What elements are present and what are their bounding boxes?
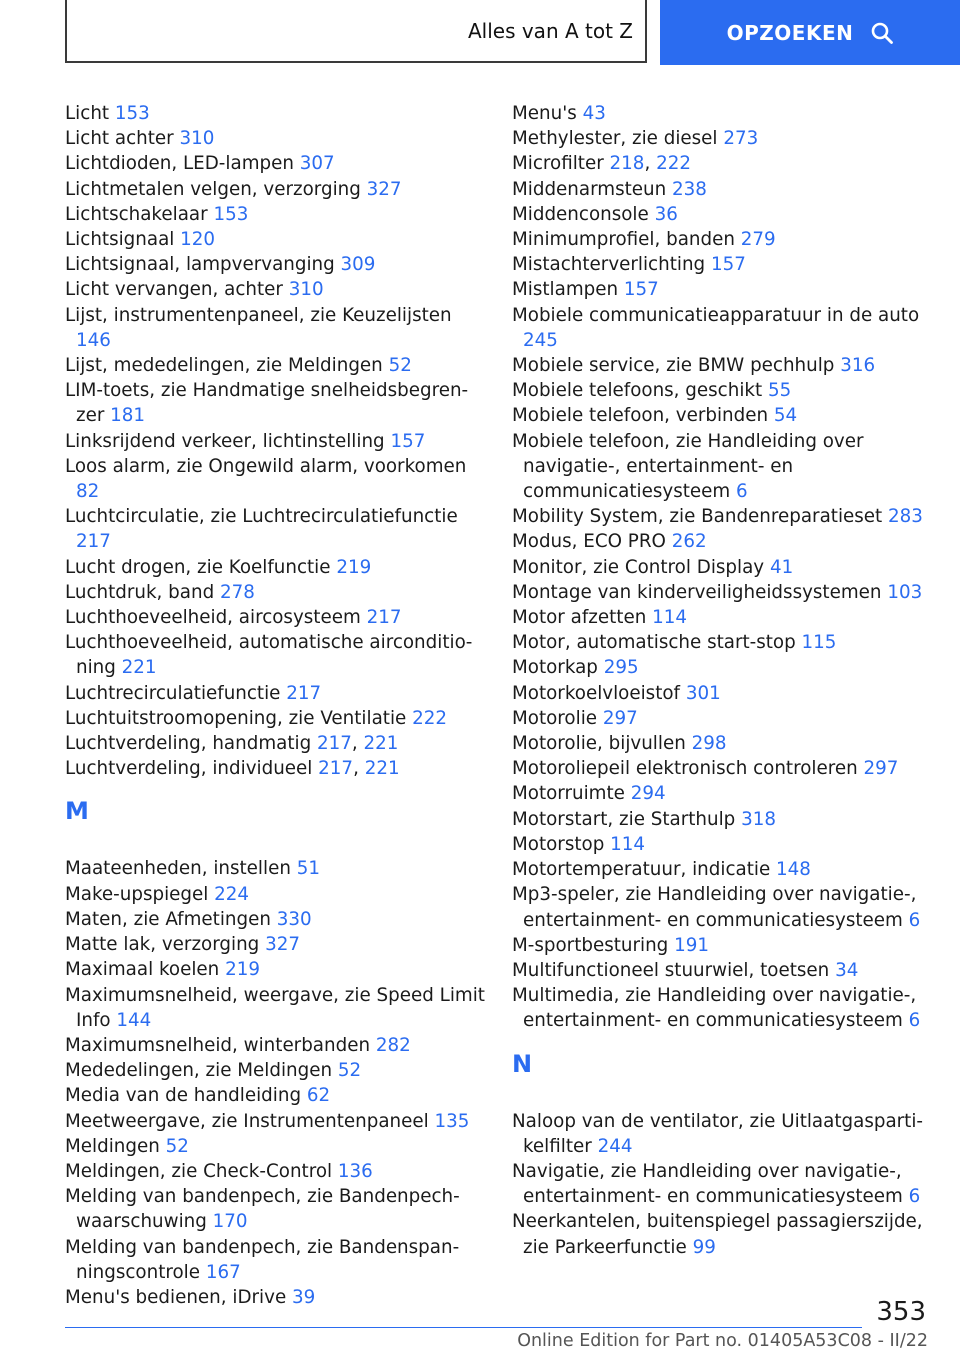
index-entry-term: Lichtmetalen velgen, verzorging [65,178,361,200]
page-link[interactable]: 219 [336,556,372,578]
index-entry [65,353,485,378]
index-entry [512,756,932,781]
index-entry [512,252,932,277]
index-entry [65,907,485,932]
index-entry-term: Maximumsnelheid, weergave, zie Speed Limit Info [65,984,485,1031]
section-tab-label: Alles van A tot Z [467,18,633,43]
page-link[interactable]: 309 [340,254,376,276]
index-entry [65,580,485,605]
page-link[interactable]: 221 [364,758,400,780]
page-link[interactable]: 114 [652,607,688,629]
index-entry: Microfilter 218, 222 [512,153,691,175]
footer-edition: Online Edition for Part no. 01405A53C08 - II/22 [517,1331,928,1351]
index-entry-term: Meetweergave, zie Instrumentenpaneel [65,1110,429,1132]
index-entry-term: Mobiele telefoons, geschikt [512,380,763,402]
index-entry: Luchtverdeling, handmatig 217, 221 [65,733,399,755]
index-entry [65,1134,485,1159]
page-link[interactable]: 244 [597,1135,633,1157]
page-link[interactable]: 51 [296,858,320,880]
page-link[interactable]: 62 [306,1085,331,1107]
index-entry [65,1058,485,1083]
index-entry-term: Microfilter [512,153,604,175]
index-entry-term: Loos alarm, zie Ongewild alarm, voorkomen [65,455,467,477]
footer-divider [65,1327,862,1328]
page-link[interactable]: 34 [835,959,859,981]
index-entry-term: Modus, ECO PRO [512,531,666,553]
page-link[interactable]: 82 [76,481,100,503]
index-entry-term: Motor afzetten [512,607,647,629]
index-entry [512,403,932,428]
page-link[interactable]: 136 [337,1160,373,1182]
index-entry-term: Menu's [512,103,577,124]
index-entry [512,429,932,505]
index-entry-term: Methylester, zie diesel [512,128,718,150]
page-link[interactable]: 191 [674,934,710,956]
index-entry-term: Luchtuitstroomopening, zie Ventilatie [65,707,407,729]
page-link[interactable]: 6 [908,1186,921,1208]
page-link[interactable]: 279 [740,229,776,251]
index-entry [512,177,932,202]
index-entry-term: Lichtsignaal, lampvervanging [65,254,335,276]
index-entry [65,681,485,706]
page-link[interactable]: 153 [114,103,150,124]
page-header [0,0,960,66]
page-link[interactable]: 99 [692,1236,716,1258]
index-entry-term: Naloop van de ventilator, zie Uitlaatgaspartikelfilter [512,1110,924,1157]
page-link[interactable]: 221 [121,657,157,679]
index-entry [512,933,932,958]
page-link[interactable]: 310 [179,128,215,150]
index-entry [65,1235,485,1285]
index-entry-term: Motorkap [512,657,598,679]
index-entry [512,303,932,353]
index-entry [512,1159,932,1209]
index-entry-term: Mp3-speler, zie Handleiding over navigatie-, entertainment- en communicatiesysteem [512,884,917,931]
page-link[interactable]: 217 [317,733,352,755]
index-entry [65,429,485,454]
index-entry [512,781,932,806]
index-entry-term: Luchtcirculatie, zie Luchtrecirculatiefunctie [65,506,458,528]
page-link[interactable]: 238 [672,178,707,200]
page-link[interactable]: 282 [375,1034,411,1056]
page-number: 353 [876,1297,926,1327]
page-link[interactable]: 307 [299,153,335,175]
index-entry [65,1184,485,1234]
index-entry-term: Maximumsnelheid, winterbanden [65,1034,371,1056]
index-entry-term: Lichtsignaal [65,229,175,251]
page-link[interactable]: 327 [366,178,402,200]
page-link[interactable]: 297 [602,707,638,729]
index-entry [512,958,932,983]
index-entry-term: Make-upspiegel [65,883,209,905]
index-entry-term: Minimumprofiel, banden [512,229,735,251]
page-link[interactable]: 301 [685,682,721,704]
index-entry-term: Motorkoelvloeistof [512,682,680,704]
index-entry-term: Luchtrecirculatiefunctie [65,682,281,704]
page-link[interactable]: 221 [363,733,399,755]
index-entry [65,454,485,504]
index-entry [512,126,932,151]
page-link[interactable]: 36 [654,203,678,225]
index-entry [65,983,485,1033]
index-entry [65,126,485,151]
index-entry-term: Middenarmsteun [512,178,667,200]
index-entry [65,252,485,277]
page-link[interactable]: 144 [116,1009,152,1031]
index-entry [65,882,485,907]
index-entry-term: Mobility System, zie Bandenreparatieset [512,506,883,528]
index-entry [65,202,485,227]
index-entry-term: Maten, zie Afmetingen [65,908,271,930]
index-entry-term: Luchthoeveelheid, automatische airconditioning [65,632,473,679]
index-entry [65,1285,485,1310]
index-entry-term: Lucht drogen, zie Koelfunctie [65,556,331,578]
index-entry [65,630,485,680]
page-link[interactable]: 219 [225,959,260,981]
page-link[interactable]: 43 [582,103,606,124]
page-link[interactable]: 262 [671,531,707,553]
page-link[interactable]: 218 [609,153,645,175]
page-link[interactable]: 222 [412,707,447,729]
index-entry [65,504,485,554]
index-entry-term: Lijst, instrumentenpaneel, zie Keuzelijsten [65,304,452,326]
index-entry-term: Melding van bandenpech, zie Bandenpechwaarschuwing [65,1186,460,1233]
page-link[interactable]: 148 [776,859,811,881]
index-entry [512,832,932,857]
index-entry [512,731,932,756]
page-link[interactable]: 103 [887,581,923,603]
page-link[interactable]: 327 [265,934,301,956]
page-link[interactable]: 283 [888,506,923,528]
index-entry-term: Melding van bandenpech, zie Bandenspanningscontrole [65,1236,460,1283]
page-link[interactable]: 295 [603,657,639,679]
page-link[interactable]: 297 [863,758,899,780]
index-entry-term: Multimedia, zie Handleiding over navigatie-, entertainment- en communicatiesysteem [512,985,917,1032]
index-entry-term: Motorolie [512,707,598,729]
index-column-left [65,101,485,1310]
index-entry-term: Middenconsole [512,203,649,225]
index-entry-term: Meldingen, zie Check-Control [65,1160,333,1182]
index-entry [512,983,932,1033]
index-entry-term: Mobiele telefoon, verbinden [512,405,769,427]
index-entry [65,957,485,982]
index-entry-term: Maximaal koelen [65,959,220,981]
index-entry [65,378,485,428]
index-entry-term: Menu's bedienen, iDrive [65,1286,287,1308]
index-entry [512,580,932,605]
index-entry-term: Lichtdioden, LED-lampen [65,153,294,175]
index-entry [512,882,932,932]
index-entry [65,706,485,731]
index-entry-term: Motor, automatische start-stop [512,632,796,654]
index-entry [512,555,932,580]
index-entry-term: Multifunctioneel stuurwiel, toetsen [512,959,830,981]
index-entry-term: Maateenheden, instellen [65,858,291,880]
page-link[interactable]: 6 [736,481,748,503]
index-entry [65,177,485,202]
index-entry [512,202,932,227]
search-icon [871,22,893,44]
index-entry [512,706,932,731]
index-entry-term: LIM-toets, zie Handmatige snelheidsbegrenzer [65,380,469,427]
index-entry [512,630,932,655]
index-entry-term: Mistachterverlichting [512,254,706,276]
page-link[interactable]: 318 [741,808,776,830]
page-link[interactable]: 310 [288,279,324,301]
page-link[interactable]: 170 [212,1211,248,1233]
index-entry [65,277,485,302]
index-entry-term: Motorruimte [512,783,625,805]
index-entry-term: Motoroliepeil elektronisch controleren [512,758,858,780]
page-link[interactable]: 217 [76,531,111,553]
page-link[interactable]: 157 [623,279,659,301]
index-entry [65,303,485,353]
index-entry-term: M-sportbesturing [512,934,669,956]
page-link[interactable]: 316 [840,355,876,377]
page-link[interactable]: 120 [180,229,216,251]
index-entry-term: Lijst, mededelingen, zie Meldingen [65,355,383,377]
index-entry [512,227,932,252]
index-entry [512,1109,932,1159]
index-entry [65,101,485,126]
index-entry-term: Motortemperatuur, indicatie [512,859,771,881]
page-link[interactable]: 217 [286,682,322,704]
page-link[interactable]: 6 [908,909,921,931]
page-link[interactable]: 52 [165,1135,189,1157]
index-entry [65,1159,485,1184]
index-entry [512,655,932,680]
index-entry [512,807,932,832]
index-entry-term: Motorolie, bijvullen [512,733,686,755]
page-link[interactable]: 157 [390,430,426,452]
index-entry: Luchtverdeling, individueel 217, 221 [65,758,400,780]
page-link[interactable]: 52 [388,355,412,377]
page-link[interactable]: 222 [656,153,691,175]
page-link[interactable]: 114 [610,833,646,855]
index-entry [512,857,932,882]
search-button-label: OPZOEKEN [726,20,854,45]
index-column-right [512,101,932,1260]
page-link[interactable]: 217 [366,607,402,629]
index-entry [512,353,932,378]
page-link[interactable]: 115 [801,632,837,654]
index-entry [512,1209,932,1259]
page-link[interactable]: 278 [219,581,255,603]
page-link[interactable]: 330 [276,908,312,930]
page-link[interactable]: 135 [434,1110,470,1132]
page-link[interactable]: 41 [769,556,794,578]
page-link[interactable]: 39 [292,1286,316,1308]
index-entry [512,504,932,529]
index-entry [65,932,485,957]
index-entry [65,1033,485,1058]
section-tab[interactable] [65,0,647,63]
index-entry-term: Motorstart, zie Starthulp [512,808,736,830]
index-entry-term: Matte lak, verzorging [65,934,260,956]
index-entry-term: Licht vervangen, achter [65,279,283,301]
section-letter: N [512,1049,533,1078]
index-entry-term: Monitor, zie Control Display [512,556,765,578]
page-link[interactable]: 54 [773,405,798,427]
index-entry [512,378,932,403]
page-link[interactable]: 273 [723,128,759,150]
index-entry [65,605,485,630]
index-entry [512,681,932,706]
page-link[interactable]: 157 [710,254,746,276]
index-entry-term: Navigatie, zie Handleiding over navigatie-, entertainment- en communicatiesysteem [512,1160,903,1208]
page-link[interactable]: 217 [318,758,354,780]
index-entry [512,529,932,554]
page-link[interactable]: 146 [76,329,111,351]
index-entry [65,227,485,252]
page-link[interactable]: 55 [767,380,792,402]
index-entry [512,101,932,126]
index-entry-term: Media van de handleiding [65,1085,302,1107]
index-entry-term: Linksrijdend verkeer, lichtinstelling [65,430,385,452]
page-link[interactable]: 245 [523,329,558,351]
index-entry [65,555,485,580]
index-entry-term: Montage van kinderveiligheidssystemen [512,581,882,603]
index-entry [65,1083,485,1108]
index-entry-term: Luchtdruk, band [65,581,215,603]
page-link[interactable]: 6 [908,1010,921,1032]
index-entry-term: Mobiele telefoon, zie Handleiding over navigatie-, entertainment- en communicatiesysteem [512,430,864,503]
index-entry-term: Mobiele communicatieapparatuur in de auto [512,304,920,326]
index-entry [65,151,485,176]
page-link[interactable]: 167 [205,1261,241,1283]
page-link[interactable]: 181 [110,405,146,427]
index-entry-term: Lichtschakelaar [65,203,208,225]
index-entry-term: Meldingen [65,1135,160,1157]
index-entry [65,1109,485,1134]
index-entry-term: Licht achter [65,128,174,150]
index-entry [512,277,932,302]
index-entry [65,856,485,881]
index-entry [512,605,932,630]
index-entry-term: Luchthoeveelheid, aircosysteem [65,607,361,629]
page-link[interactable]: 153 [213,203,249,225]
index-entry-term: Mistlampen [512,279,619,301]
index-entry-term: Luchtverdeling, individueel [65,758,313,780]
section-letter: M [65,797,89,826]
page-link[interactable]: 298 [691,733,727,755]
index-entry-term: Licht [65,103,110,124]
page-link[interactable]: 224 [214,883,250,905]
index-entry-term: Neerkantelen, buitenspiegel passagierszijde, zie Parkeerfunctie [512,1211,923,1258]
index-entry-term: Mobiele service, zie BMW pechhulp [512,355,835,377]
page-link[interactable]: 294 [630,783,666,805]
index-entry-term: Luchtverdeling, handmatig [65,733,312,755]
index-entry-term: Mededelingen, zie Meldingen [65,1060,333,1082]
page-link[interactable]: 52 [337,1060,362,1082]
index-entry-term: Motorstop [512,833,605,855]
search-button[interactable] [660,0,960,65]
